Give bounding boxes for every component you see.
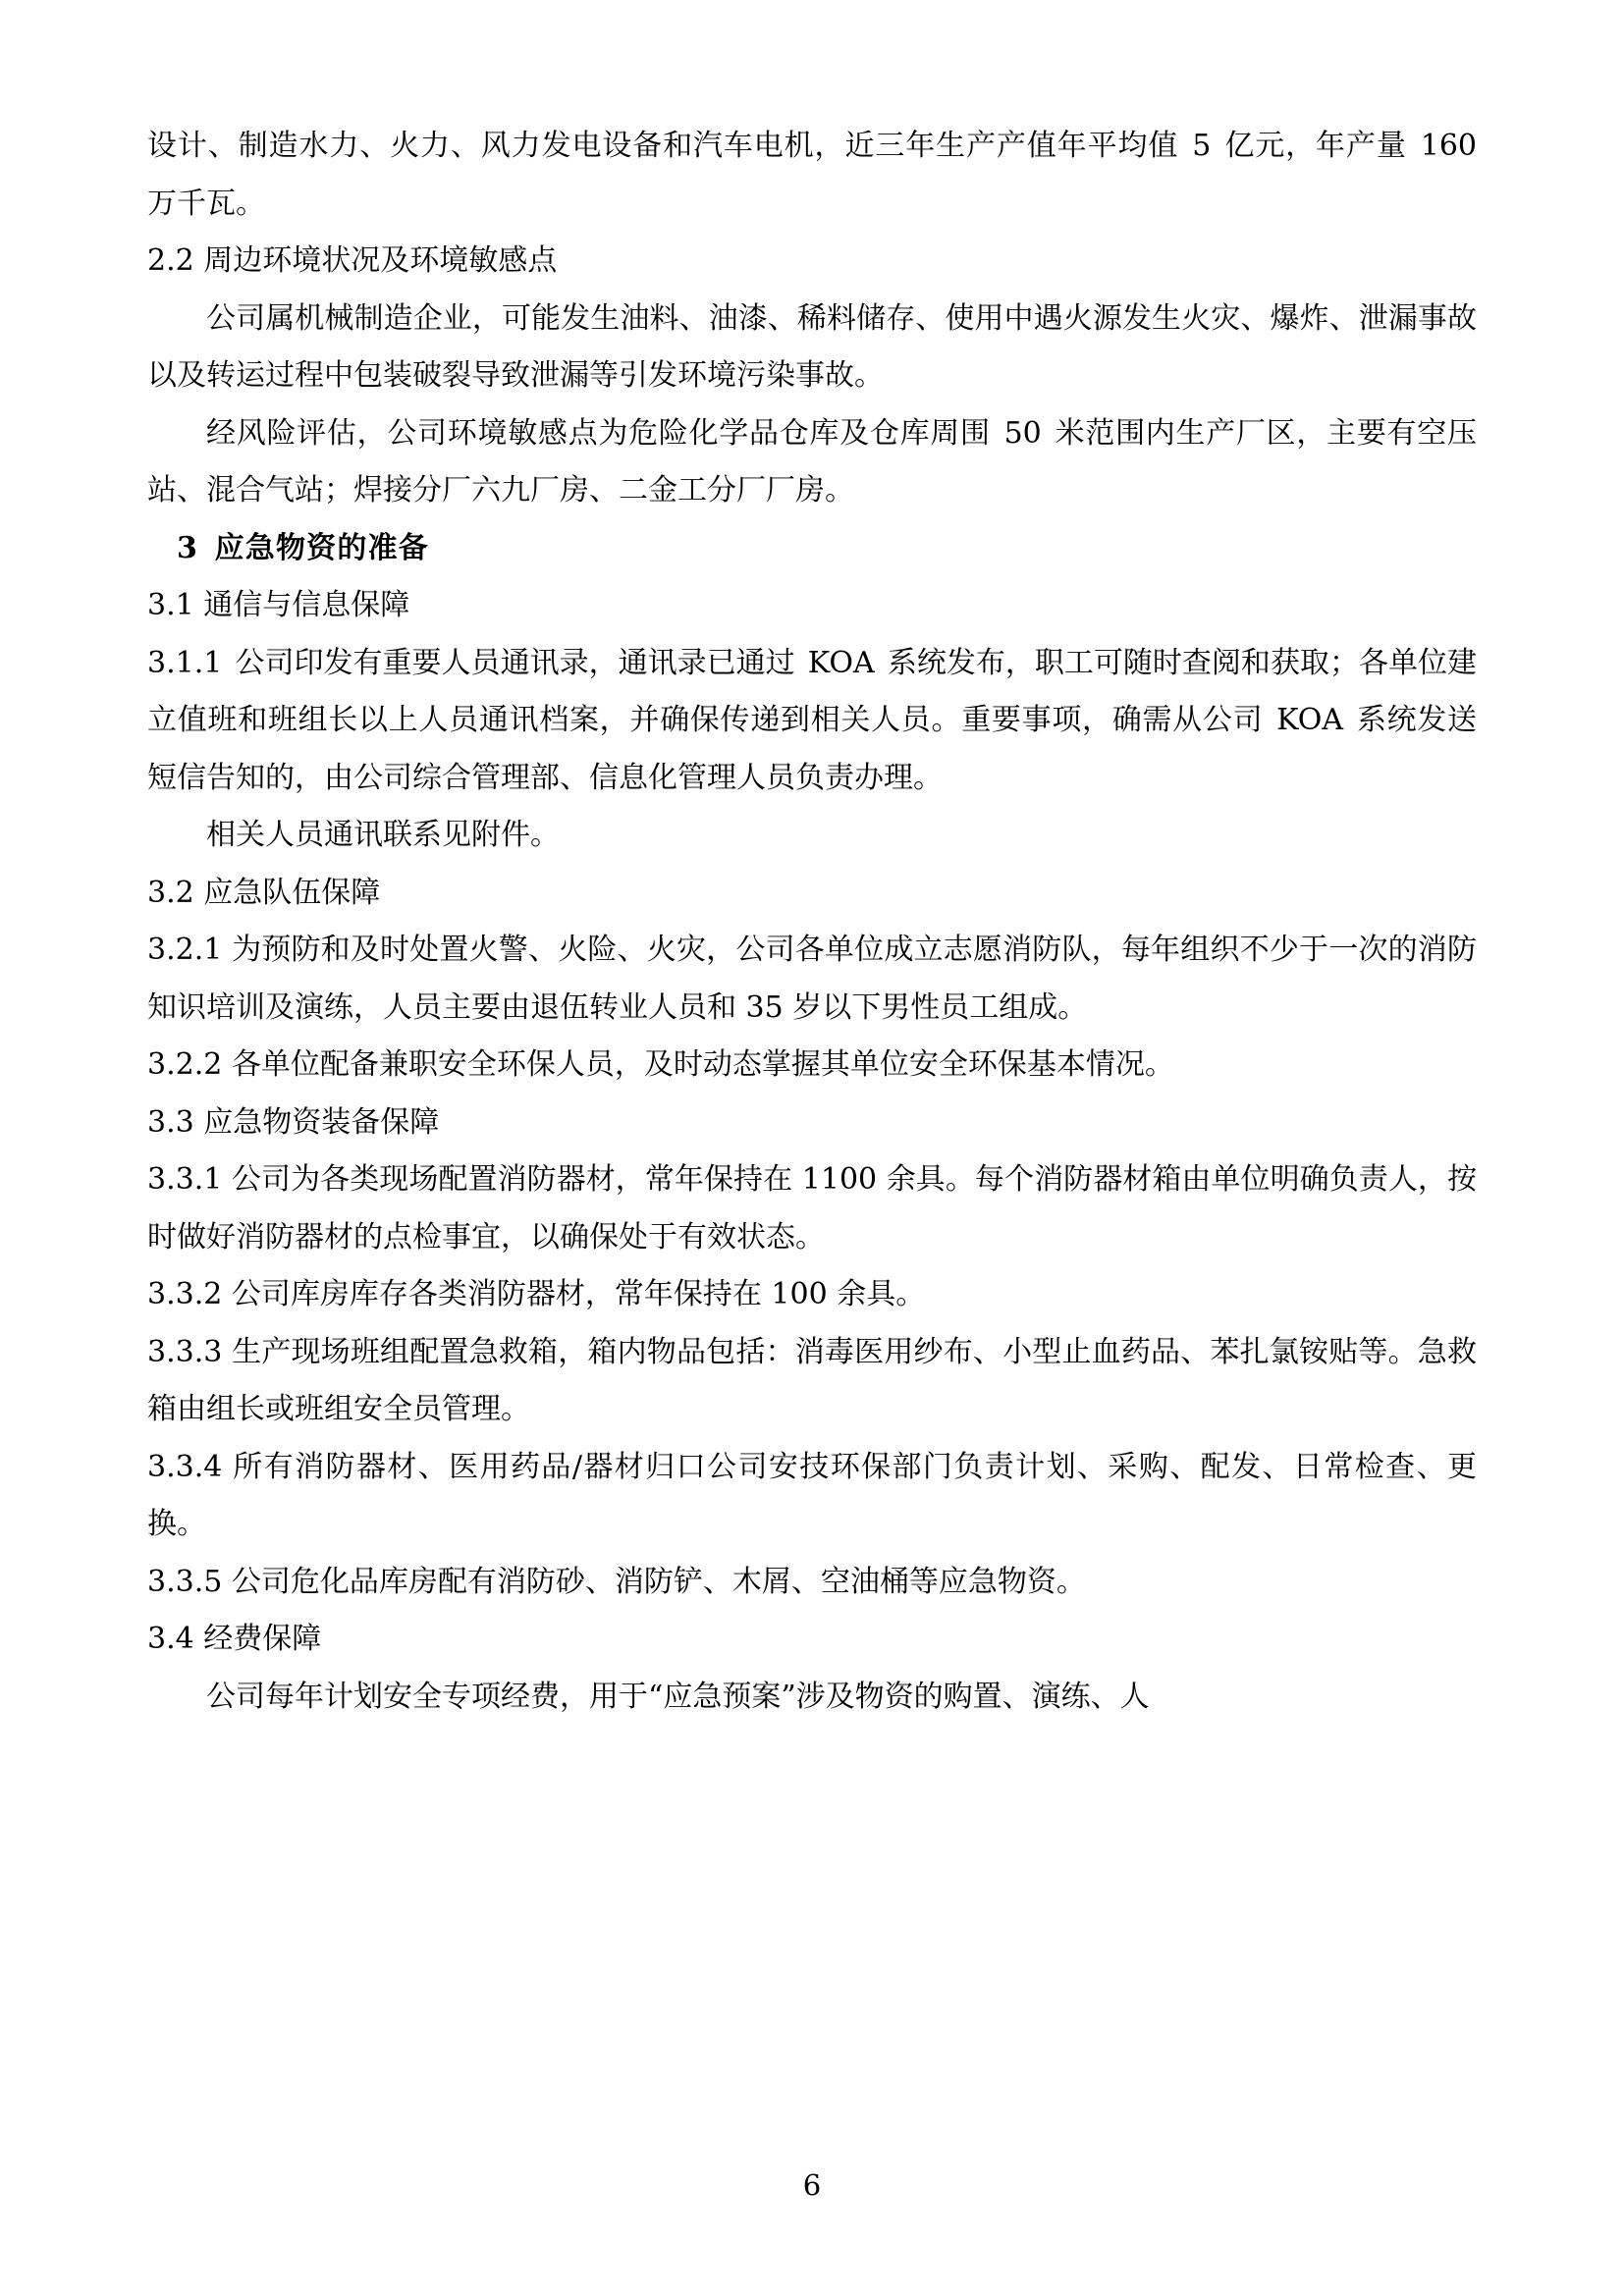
paragraph-3-3-1: 3.3.1 公司为各类现场配置消防器材，常年保持在 1100 余具。每个消防器材箱由单位明确负责人，按时做好消防器材的点检事宜，以确保处于有效状态。 xyxy=(147,1162,1477,1255)
heading-number: 3 xyxy=(177,530,199,565)
heading-section-3 xyxy=(147,520,1477,578)
paragraph-section-3-4: 3.4 经费保障 xyxy=(147,1622,322,1656)
paragraph-section-3-1: 3.1 通信与信息保障 xyxy=(147,588,410,622)
document-body xyxy=(147,118,1477,1726)
paragraph-section-3-2: 3.2 应急队伍保障 xyxy=(147,875,381,910)
paragraph-section-3-3: 3.3 应急物资装备保障 xyxy=(147,1104,440,1140)
paragraph-3-3-4: 3.3.4 所有消防器材、医用药品/器材归口公司安技环保部门负责计划、采购、配发、日常检查、更换。 xyxy=(147,1449,1477,1541)
page-number: 6 xyxy=(802,2168,822,2202)
paragraph-3: 公司属机械制造企业，可能发生油料、油漆、稀料储存、使用中遇火源发生火灾、爆炸、泄漏事故以及转运过程中包装破裂导致泄漏等引发环境污染事故。 xyxy=(147,300,1477,393)
paragraph-4: 经风险评估，公司环境敏感点为危险化学品仓库及仓库周围 50 米范围内生产厂区，主要有空压站、混合气站；焊接分厂六九厂房、二金工分厂厂房。 xyxy=(147,415,1477,507)
paragraph-1: 设计、制造水力、火力、风力发电设备和汽车电机，近三年生产产值年平均值 5 亿元，年产量 160 万千瓦。 xyxy=(147,129,1477,221)
paragraph-3-2-2: 3.2.2 各单位配备兼职安全环保人员，及时动态掌握其单位安全环保基本情况。 xyxy=(147,1047,1174,1082)
paragraph-3-3-2: 3.3.2 公司库房库存各类消防器材，常年保持在 100 余具。 xyxy=(147,1277,926,1311)
paragraph-19: 公司每年计划安全专项经费，用于“应急预案”涉及物资的购置、演练、人 xyxy=(206,1679,1150,1714)
paragraph-attachment-note: 相关人员通讯联系见附件。 xyxy=(206,818,560,852)
paragraph-3-3-5: 3.3.5 公司危化品库房配有消防砂、消防铲、木屑、空油桶等应急物资。 xyxy=(147,1564,1086,1599)
heading-text: 应急物资的准备 xyxy=(214,530,429,565)
paragraph-3-1-1: 3.1.1 公司印发有重要人员通讯录，通讯录已通过 KOA 系统发布，职工可随时查阅和获取；各单位建立值班和班组长以上人员通讯档案，并确保传递到相关人员。重要事项，确需从公司 KOA 系统发送短信告知的，由公司综合管理部、信息化管理人员负责办理。 xyxy=(147,645,1477,795)
paragraph-3-2-1: 3.2.1 为预防和及时处置火警、火险、火灾，公司各单位成立志愿消防队，每年组织不少于一次的消防知识培训及演练，人员主要由退伍转业人员和 35 岁以下男性员工组成。 xyxy=(147,933,1477,1025)
paragraph-3-3-3: 3.3.3 生产现场班组配置急救箱，箱内物品包括：消毒医用纱布、小型止血药品、苯扎氯铵贴等。急救箱由组长或班组安全员管理。 xyxy=(147,1334,1477,1426)
paragraph-section-2-2: 2.2 周边环境状况及环境敏感点 xyxy=(147,243,558,278)
